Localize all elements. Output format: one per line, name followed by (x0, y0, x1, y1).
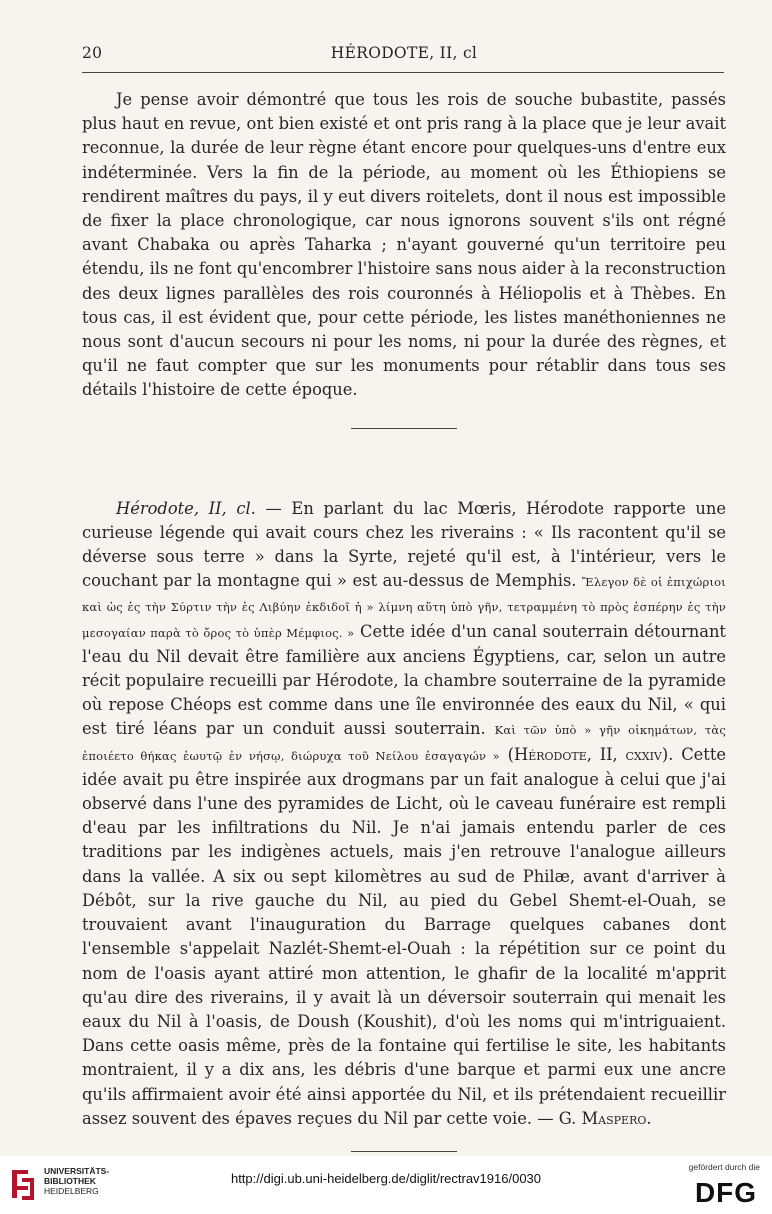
note-text-b: Cette idée d'un canal souterrain détournant l'eau du Nil devait être familière aux anciens Égyptiens, car, selon un autre récit populaire recueilli par Hérodote, la chambre souterraine de la pyramide où repose Chéops est comme dans une île environnée des eaux du Nil, « qui est tiré léans par un conduit aussi souterrain. (82, 621, 726, 739)
greek-quote-1: Ἔλεγον δὲ οἱ ἐπιχώριοι καὶ ὡς ἐς τὴν Σύρτιν τὴν ἐς Λιβύην ἐκδιδοῖ ἡ » λίμνη αὕτη ὑπὸ γῆν, τετραμμένη τὸ πρὸς ἑσπέρην ἐς τὴν μεσογαίαν παρὰ τὸ ὄρος τὸ ὑπὲρ Μέμφιος. » (82, 575, 727, 640)
digitization-footer (0, 1156, 772, 1214)
greek-quote-2: Καὶ τῶν ὑπὸ » γῆν οἰκημάτων, τὰς ἐποιέετο θήκας ἑωυτῷ ἐν νήσῳ, διώρυχα τοῦ Νείλου ἐσαγαγών » (82, 723, 726, 763)
funded-by-label: gefördert durch die (688, 1162, 760, 1172)
paragraph-herodote-note (82, 497, 726, 1131)
running-header (82, 44, 726, 64)
note-text-a: — En parlant du lac Mœris, Hérodote rapporte une curieuse légende qui avait cours chez les riverains : « Ils racontent qu'il se déverse sous terre » dans la Syrte, rejeté qu'il est, à l'intérieur, vers le couchant par la montagne qui » est au-dessus de Memphis. (82, 498, 726, 591)
end-separator (351, 1151, 457, 1152)
source-url-link[interactable]: http://digi.ub.uni-heidelberg.de/diglit/rectrav1916/0030 (230, 1171, 542, 1186)
paragraph-conclusion: Je pense avoir démontré que tous les rois de souche bubastite, passés plus haut en revue, ont bien existé et ont pris rang à la place que je leur avait reconnue, la durée de leur règne étant encore pour quelques-uns d'entre eux indéterminée. Vers la fin de la période, au moment où les Éthiopiens se rendirent maîtres du pays, il y eut divers roitelets, dont il nous est impossible de fixer la place chronologique, car nous ignorons souvent s'ils ont régné avant Chabaka ou après Taharka ; n'ayant gouverné qu'un territoire peu étendu, ils ne font qu'encombrer l'histoire sans nous aider à la reconstruction des deux lignes parallèles des rois couronnés à Héliopolis et à Thèbes. En tous cas, il est évident que, pour cette période, les listes manéthoniennes ne nous sont d'aucun secours ni pour les noms, ni pour la durée des règnes, et qu'il ne faut compter que sur les monuments pour rétablir dans tous ses détails l'histoire de cette époque. (82, 90, 726, 400)
dfg-logo-icon (690, 1176, 762, 1206)
page-number: 20 (82, 44, 103, 62)
section-separator (351, 428, 457, 429)
note-text-c: Cette idée avait pu être inspirée aux drogmans par un fait analogue à celui que j'ai observé dans l'une des pyramides de Licht, où le caveau funéraire est rempli d'eau par les infiltrations du Nil. Je n'ai jamais entendu parler de ces traditions par les indigènes actuels, mais j'en retrouve l'analogue ailleurs dans la vallée. A six ou sept kilomètres au sud de Philæ, avant d'arriver à Débôt, sur la rive gauche du Nil, au pied du Gebel Shemt-el-Ouah, se trouvaient avant l'inauguration du Barrage quelques cabanes dont l'ensemble s'appelait Nazlét-Shemt-el-Ouah : la répétition sur ce point du nom de l'oasis ayant attiré mon attention, le ghafir de la localité m'apprit qu'au dire des riverains, il y avait là un déversoir souterrain qui menait les eaux du Nil à l'oasis, de Doush (Koushit), d'où les noms qui m'intriguaient. Dans cette oasis même, près de la fontaine qui fertilise le site, les habitants montraient, il y a dix ans, les débris d'une barque et parmi eux une ancre qu'ils affirmaient avoir été ainsi apportée du Nil, et ils prétendaient recueillir assez souvent des épaves reçues du Nil par cette voie. — (82, 744, 727, 1128)
citation: (Hérodote, II, cxxiv). (507, 744, 674, 764)
author-signature: G. Maspero. (558, 1108, 652, 1128)
header-rule (82, 72, 724, 73)
body-text (82, 88, 726, 1172)
svg-text:DFG: DFG (694, 1177, 758, 1206)
note-reference: Hérodote, II, cl. (116, 498, 256, 518)
library-name: UNIVERSITÄTS- BIBLIOTHEK HEIDELBERG (44, 1166, 110, 1196)
running-title: HÉRODOTE, II, cl (330, 44, 478, 62)
